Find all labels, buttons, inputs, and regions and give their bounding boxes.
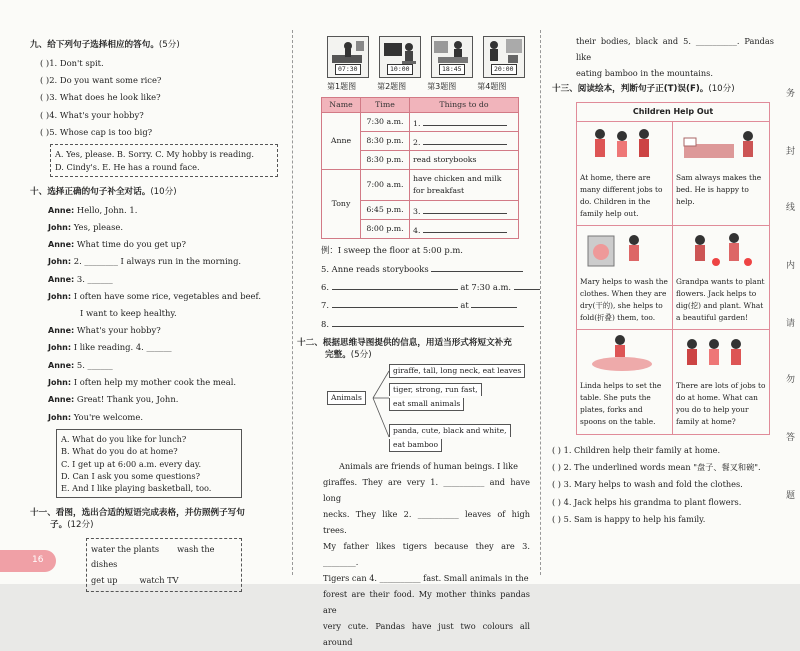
answer-line-7[interactable]: 7. at xyxy=(321,298,530,311)
picture-book xyxy=(576,102,770,436)
section13-title: 十三、阅读绘本，判断句子正(T)误(F)。(10分) xyxy=(552,83,735,94)
speaker-label: Anne: xyxy=(48,240,75,250)
things-cell: have chicken and milk for breakfast xyxy=(410,170,519,201)
name-cell: Tony xyxy=(322,170,361,239)
mind-map-root: Animals xyxy=(327,391,366,405)
mind-map xyxy=(323,367,530,459)
column-divider xyxy=(292,30,293,575)
dialog-line xyxy=(48,377,278,389)
time-cell: 7:00 a.m. xyxy=(361,170,410,201)
dialog-text: Yes, please. xyxy=(73,221,124,232)
family-illustration xyxy=(580,124,668,168)
mind-map-node-tiger: tiger, strong, run fast, xyxy=(389,383,482,396)
table-row xyxy=(322,170,519,201)
answer-paren[interactable]: ( ) xyxy=(552,513,561,524)
question-item xyxy=(40,58,278,69)
tf-statement xyxy=(552,445,774,456)
panel-text: Sam always makes the bed. He is happy to help. xyxy=(676,173,762,207)
dialog-text: Great! Thank you, John. xyxy=(76,394,179,405)
page-number: 16 xyxy=(32,555,44,565)
speaker-label: John: xyxy=(48,343,72,353)
option-line: D. Cindy's. E. He has a round face. xyxy=(55,161,200,172)
option-line: B. What do you do at home? xyxy=(61,446,178,457)
dialog-line xyxy=(48,256,278,268)
time-cell: 7:30 a.m. xyxy=(361,113,410,132)
phrase: water the plants xyxy=(91,543,160,554)
story-grid xyxy=(577,121,769,434)
tf-statement xyxy=(552,479,774,490)
section11-title: 十一、看图，选出合适的短语完成表格，并仿照例子写句 子。(12分) xyxy=(30,508,245,530)
clock-time: 20:00 xyxy=(491,64,517,75)
speaker-label: John: xyxy=(48,291,72,301)
column-divider xyxy=(540,30,541,575)
story-panel xyxy=(577,226,673,330)
speaker-label: Anne: xyxy=(48,326,75,336)
story-panel xyxy=(673,122,769,226)
option-line: E. And I like playing basketball, too. xyxy=(61,483,212,494)
phrase: wash the dishes xyxy=(91,543,215,570)
section9-options xyxy=(50,144,278,177)
strip-char: 勿 xyxy=(786,375,796,385)
section12-title: 十二、根据思维导图提供的信息，用适当形式将短文补充 完整。(5分) xyxy=(297,338,512,360)
time-cell: 8:30 p.m. xyxy=(361,151,410,170)
things-cell[interactable]: 2. xyxy=(410,132,519,151)
things-cell: read storybooks xyxy=(410,151,519,170)
question-text: 1. Don't spit. xyxy=(49,57,104,68)
dialog-line xyxy=(80,308,278,319)
speaker-label: Anne: xyxy=(48,274,75,284)
bed-illustration xyxy=(676,124,764,168)
dialog-line xyxy=(48,222,278,234)
passage xyxy=(323,459,530,651)
phrase-box xyxy=(86,538,242,593)
section9-title: 九、给下列句子选择相应的答句。(5分) xyxy=(30,40,180,50)
dialog-text: 2. ________ I always run in the morning. xyxy=(73,256,242,267)
dialog-line xyxy=(48,325,278,337)
dialog-text: I often have some rice, vegetables and beef. xyxy=(73,290,261,301)
example-sentence: 例：I sweep the floor at 5:00 p.m. xyxy=(321,245,463,256)
picture-2 xyxy=(379,36,421,78)
table-setting-illustration xyxy=(580,332,668,376)
schedule-table xyxy=(321,97,519,240)
phrase: watch TV xyxy=(139,574,179,585)
question-item xyxy=(40,127,278,138)
dialog-line xyxy=(48,291,278,303)
strip-char: 请 xyxy=(786,319,796,329)
dialog-line xyxy=(48,394,278,406)
strip-char: 封 xyxy=(786,147,796,157)
statement-text: 3. Mary helps to wash and fold the clothes. xyxy=(563,479,743,490)
statement-text: 1. Children help their family at home. xyxy=(563,445,721,456)
statement-text: 2. The underlined words mean "盘子、餐叉和碗". xyxy=(563,462,761,473)
picture-caption: 第1题图 xyxy=(327,82,357,91)
picture-row xyxy=(327,36,530,78)
speaker-label: John: xyxy=(48,222,72,232)
passage-line: necks. They like 2. __________ leaves of high trees. xyxy=(323,509,530,536)
story-panel xyxy=(577,330,673,434)
picture-3 xyxy=(431,36,473,78)
time-cell: 8:00 p.m. xyxy=(361,220,410,239)
dialog-text: 5. ______ xyxy=(76,359,113,370)
dialog-text: You're welcome. xyxy=(73,411,143,422)
answer-paren[interactable]: ( ) xyxy=(40,92,50,103)
dialog-line xyxy=(48,412,278,424)
strip-char: 内 xyxy=(786,261,796,271)
speaker-label: John: xyxy=(48,257,72,267)
passage-line: forest are their food. My mother thinks pandas are xyxy=(323,589,530,616)
picture-captions xyxy=(327,82,530,93)
answer-paren[interactable]: ( ) xyxy=(40,57,50,68)
table-header: Things to do xyxy=(410,97,519,113)
dialog-text: What's your hobby? xyxy=(76,325,161,336)
panel-text: Grandpa wants to plant flowers. Jack helps to dig(挖) and plant. What a beautiful garden! xyxy=(676,277,765,322)
speaker-label: Anne: xyxy=(48,205,75,215)
strip-char: 务 xyxy=(786,89,796,99)
things-cell[interactable]: 1. xyxy=(410,113,519,132)
section10-options xyxy=(56,429,242,498)
left-column xyxy=(30,38,278,602)
option-line: A. Yes, please. B. Sorry. C. My hobby is reading. xyxy=(55,149,254,160)
passage-line: eating bamboo in the mountains. xyxy=(576,67,713,78)
passage-line: Tigers can 4. __________ fast. Small animals in the xyxy=(323,573,529,584)
name-cell: Anne xyxy=(322,113,361,170)
time-cell: 8:30 p.m. xyxy=(361,132,410,151)
phrase: get up xyxy=(91,574,118,585)
dialog-text: I often help my mother cook the meal. xyxy=(73,377,237,388)
answer-paren[interactable]: ( ) xyxy=(40,126,50,137)
question-text: 2. Do you want some rice? xyxy=(49,74,162,85)
panel-text: Linda helps to set the table. She puts the plates, forks and spoons on the table. xyxy=(580,381,662,426)
dialog-line xyxy=(48,205,278,217)
answer-paren[interactable]: ( ) xyxy=(40,109,50,120)
statement-text: 4. Jack helps his grandma to plant flowers. xyxy=(563,496,742,507)
things-cell[interactable]: 3. xyxy=(410,201,519,220)
page-number-tab xyxy=(0,550,56,572)
picture-1 xyxy=(327,36,369,78)
right-column xyxy=(552,36,774,531)
passage-line: very cute. Pandas have just two colours all around xyxy=(323,621,530,648)
dialog-text: I want to keep healthy. xyxy=(80,308,177,319)
things-cell[interactable]: 4. xyxy=(410,220,519,239)
option-line: C. I get up at 6:00 a.m. every day. xyxy=(61,458,202,469)
option-line: D. Can I ask you some questions? xyxy=(61,470,201,481)
clock-time: 07:30 xyxy=(335,64,361,75)
statement-text: 5. Sam is happy to help his family. xyxy=(563,513,706,524)
story-panel xyxy=(673,330,769,434)
strip-char: 线 xyxy=(786,203,796,213)
story-panel xyxy=(577,122,673,226)
answer-paren[interactable]: ( ) xyxy=(552,496,561,507)
panel-text: At home, there are many different jobs to do. Children in the family help out. xyxy=(580,173,663,218)
strip-char: 题 xyxy=(786,491,796,501)
story-panel xyxy=(673,226,769,330)
speaker-label: John: xyxy=(48,378,72,388)
mind-map-node-tiger-2: eat small animals xyxy=(389,398,464,411)
dialog-line xyxy=(48,239,278,251)
washing-machine-illustration xyxy=(580,228,668,272)
picture-caption: 第4题图 xyxy=(477,82,507,91)
mind-map-node-panda-2: eat bamboo xyxy=(389,439,442,452)
passage-line: their bodies, black and 5. __________. Pandas like xyxy=(576,36,774,62)
answer-paren[interactable]: ( ) xyxy=(40,74,50,85)
dialog-text: I like reading. 4. ______ xyxy=(73,342,172,353)
picture-caption: 第2题图 xyxy=(377,82,407,91)
dialog-line xyxy=(48,274,278,286)
mind-map-node-panda: panda, cute, black and white, xyxy=(389,424,511,437)
option-line: A. What do you like for lunch? xyxy=(61,433,187,444)
tf-statement xyxy=(552,462,774,473)
question-item xyxy=(40,92,278,103)
clock-time: 18:45 xyxy=(439,64,465,75)
tf-statement xyxy=(552,514,774,525)
section10-title: 十、选择正确的句子补全对话。(10分) xyxy=(30,186,177,197)
table-header: Time xyxy=(361,97,410,113)
passage-line: Animals are friends of human beings. I like xyxy=(339,461,518,472)
question-item xyxy=(40,110,278,121)
dialog-line xyxy=(48,342,278,354)
passage-line: My father likes tigers because they are 3. ________. xyxy=(323,541,530,568)
answer-paren[interactable]: ( ) xyxy=(552,462,561,473)
question-text: 5. Whose cap is too big? xyxy=(49,126,153,137)
picture-4 xyxy=(483,36,525,78)
question-text: 3. What does he look like? xyxy=(49,92,161,103)
answer-line-8[interactable]: 8. xyxy=(321,317,530,330)
mind-map-node-giraffe: giraffe, tall, long neck, eat leaves xyxy=(389,364,525,378)
children-group-illustration xyxy=(676,332,764,376)
question-text: 4. What's your hobby? xyxy=(49,109,144,120)
panel-text: Mary helps to wash the clothes. When they are dry(干的), she helps to fold(折叠) them, too. xyxy=(580,277,668,322)
clock-time: 10:00 xyxy=(387,64,413,75)
speaker-label: Anne: xyxy=(48,395,75,405)
strip-char: 答 xyxy=(786,433,796,443)
table-row xyxy=(322,113,519,132)
dialog-text: Hello, John. 1. xyxy=(76,204,138,215)
story-title: Children Help Out xyxy=(632,106,714,116)
answer-paren[interactable]: ( ) xyxy=(552,445,561,456)
tf-statement xyxy=(552,497,774,508)
table-header: Name xyxy=(322,97,361,113)
speaker-label: Anne: xyxy=(48,360,75,370)
picture-caption: 第3题图 xyxy=(427,82,457,91)
garden-illustration xyxy=(676,228,764,272)
dialog-text: What time do you get up? xyxy=(76,239,187,250)
answer-line-6[interactable]: 6. at 7:30 a.m. xyxy=(321,280,530,293)
passage-line: giraffes. They are very 1. __________ and have long xyxy=(323,477,530,504)
panel-text: There are lots of jobs to do at home. What can you do to help your family at home? xyxy=(676,381,766,426)
answer-paren[interactable]: ( ) xyxy=(552,479,561,490)
middle-column xyxy=(297,36,530,651)
time-cell: 6:45 p.m. xyxy=(361,201,410,220)
passage-continued xyxy=(576,34,774,82)
question-item xyxy=(40,75,278,86)
dialog-line xyxy=(48,360,278,372)
answer-line-5[interactable]: 5. Anne reads storybooks xyxy=(321,262,530,275)
speaker-label: John: xyxy=(48,412,72,422)
dialog-text: 3. ______ xyxy=(76,273,113,284)
